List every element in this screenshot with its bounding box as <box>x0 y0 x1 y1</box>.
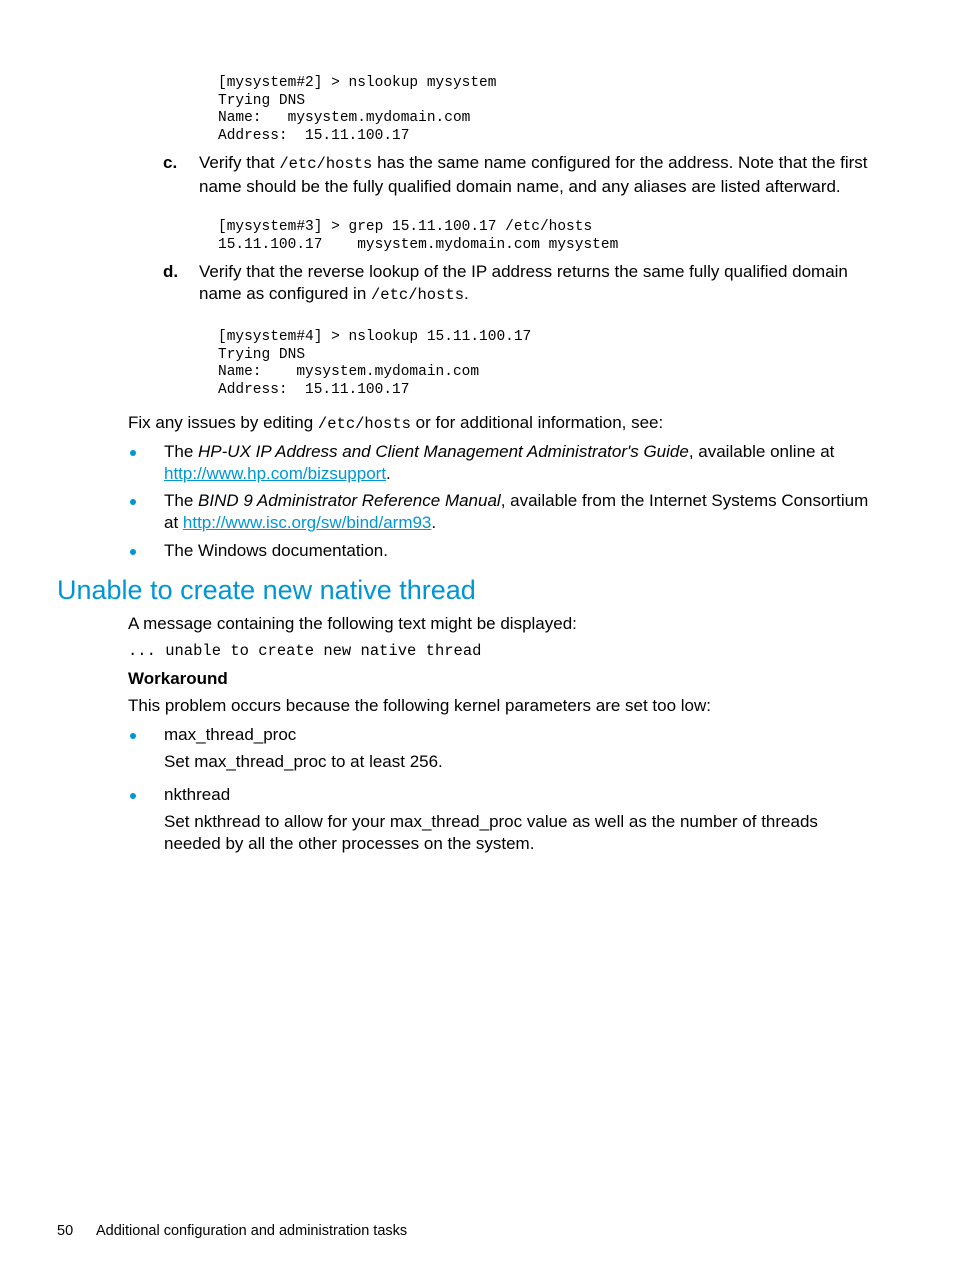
ref-text: The <box>164 491 199 510</box>
param-desc: Set nkthread to allow for your max_thread_proc value as well as the number of threads needed by all the other processes on the system. <box>164 812 818 853</box>
ref-text: The <box>164 442 199 461</box>
ref-title: HP-UX IP Address and Client Management Administrator's Guide <box>198 442 689 461</box>
code-block-nslookup-ip <box>218 329 531 399</box>
fix-text-after: or for additional information, see: <box>410 413 664 432</box>
hp-bizsupport-link[interactable]: http://www.hp.com/bizsupport <box>164 463 387 483</box>
code-line: [mysystem#4] > nslookup 15.11.100.17 <box>218 329 532 345</box>
ref-item-hpux-guide <box>164 441 874 484</box>
step-c-text-before: Verify that <box>199 153 280 172</box>
code-line: [mysystem#2] > nslookup mysystem <box>218 75 497 91</box>
code-block-nslookup-name <box>218 75 496 145</box>
bullet-icon <box>130 499 136 505</box>
section-title: Unable to create new native thread <box>57 575 476 605</box>
isc-bind-arm-link[interactable]: http://www.isc.org/sw/bind/arm93 <box>182 512 432 532</box>
workaround-heading: Workaround <box>128 669 228 688</box>
code-block-grep <box>218 219 618 254</box>
bullet-icon <box>130 450 136 456</box>
step-d-text <box>199 261 879 306</box>
step-d-text-after: . <box>464 283 469 303</box>
code-line: Address: 15.11.100.17 <box>218 381 410 398</box>
fix-paragraph <box>128 412 888 436</box>
code-line: [mysystem#3] > grep 15.11.100.17 /etc/hosts <box>218 219 593 235</box>
ref-text: . <box>386 463 391 483</box>
code-line: 15.11.100.17 mysystem.mydomain.com mysystem <box>218 236 619 253</box>
code-line: Trying DNS <box>218 346 306 363</box>
fix-text-before: Fix any issues by editing <box>128 413 318 432</box>
etc-hosts-code: /etc/hosts <box>371 285 465 304</box>
ref-item-bind9-manual <box>164 490 874 533</box>
code-line: Name: mysystem.mydomain.com <box>218 110 471 126</box>
code-line: Name: mysystem.mydomain.com <box>218 364 480 380</box>
step-c-text <box>199 152 879 197</box>
ref-item-windows-docs: The Windows documentation. <box>164 541 388 560</box>
step-c-text-after: has the same name configured for the address. Note that the first name should be the fully qualified domain name, and any aliases are listed afterward. <box>199 153 868 196</box>
bullet-icon <box>130 549 136 555</box>
code-line: Address: 15.11.100.17 <box>218 127 410 144</box>
etc-hosts-code: /etc/hosts <box>317 415 411 433</box>
section-intro: A message containing the following text might be displayed: <box>128 614 577 633</box>
page-number: 50 <box>57 1223 74 1239</box>
code-line: Trying DNS <box>218 92 306 109</box>
etc-hosts-code: /etc/hosts <box>279 155 373 173</box>
param-desc: Set max_thread_proc to at least 256. <box>164 752 443 771</box>
bullet-icon <box>130 793 136 799</box>
step-d-text-before: Verify that the reverse lookup of the IP address returns the same fully qualified domain name as configured in <box>199 262 848 303</box>
param-name: nkthread <box>164 785 231 804</box>
step-c-label: c. <box>163 153 178 172</box>
ref-text: , available from the Internet Systems Consortium at <box>164 491 869 532</box>
error-message-code: ... unable to create new native thread <box>128 642 482 660</box>
workaround-text: This problem occurs because the following kernel parameters are set too low: <box>128 696 712 715</box>
ref-text: , available online at <box>688 442 835 461</box>
bullet-icon <box>130 733 136 739</box>
ref-title: BIND 9 Administrator Reference Manual <box>198 491 501 510</box>
ref-text: . <box>431 512 437 532</box>
step-d-label: d. <box>163 262 179 281</box>
param-name: max_thread_proc <box>164 725 297 744</box>
footer-title: Additional configuration and administration tasks <box>96 1223 408 1239</box>
